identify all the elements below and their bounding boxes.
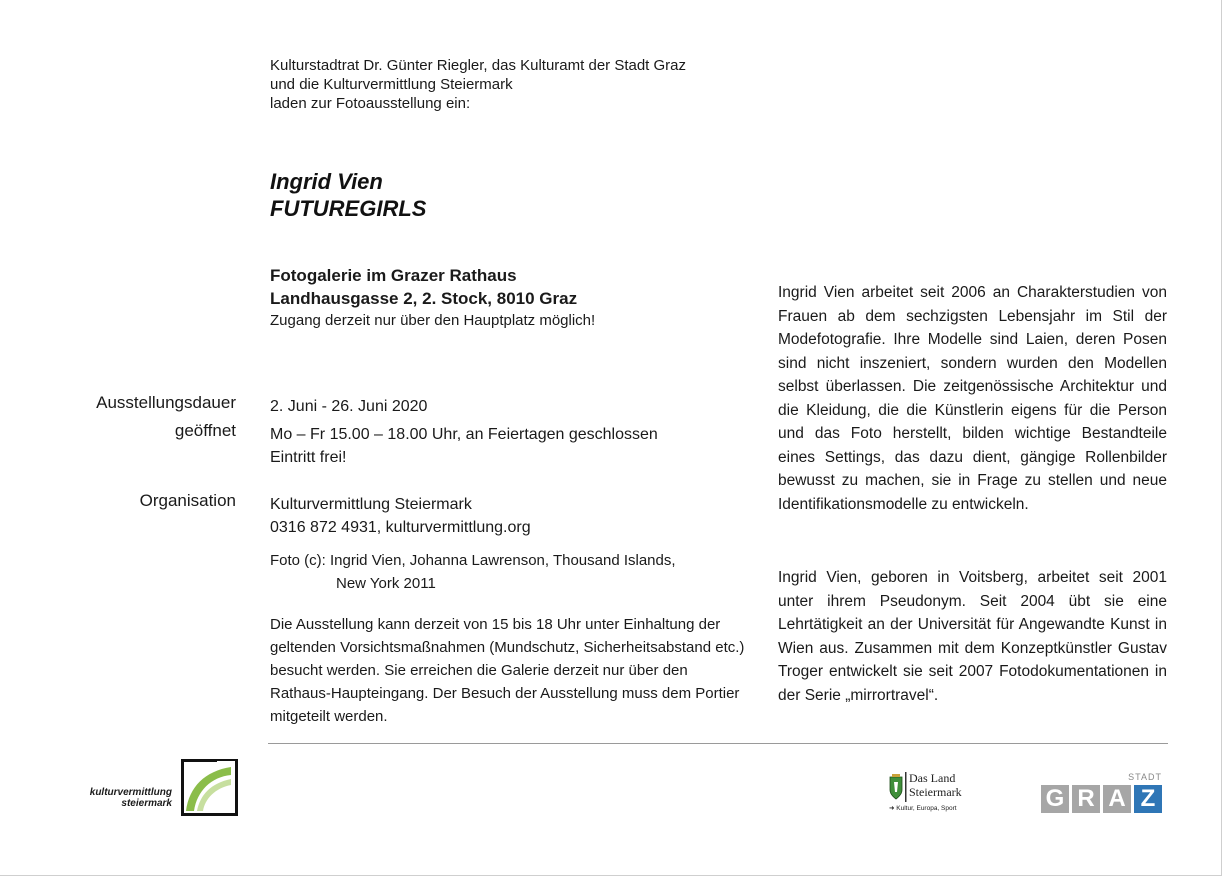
steiermark-logo-line: Das Land [909, 771, 956, 785]
photo-credit [270, 549, 740, 595]
venue-access-note: Zugang derzeit nur über den Hauptplatz möglich! [270, 312, 596, 329]
footer-divider [268, 743, 1168, 744]
intro-line: laden zur Fotoausstellung ein: [270, 95, 471, 112]
graz-logo-letters [1041, 785, 1162, 813]
kulturvermittlung-logo-icon [181, 759, 238, 816]
graz-logo-stadt: STADT [1128, 772, 1162, 782]
intro-line: und die Kulturvermittlung Steiermark [270, 76, 513, 93]
graz-logo-letter: Z [1134, 785, 1162, 813]
divider-bar-icon [905, 772, 907, 802]
stadt-graz-logo [1041, 772, 1165, 814]
kulturvermittlung-logo-line: kulturvermittlung [89, 787, 172, 798]
intro-line: Kulturstadtrat Dr. Günter Riegler, das Kulturamt der Stadt Graz [270, 57, 687, 74]
admission-note: Eintritt frei! [270, 449, 347, 466]
steiermark-logo-tagline: ➜ Kultur, Europa, Sport [889, 805, 957, 812]
kulturvermittlung-logo-line: steiermark [121, 798, 172, 809]
venue-address: Landhausgasse 2, 2. Stock, 8010 Graz [270, 289, 578, 308]
duration-label: Ausstellungsdauer [96, 393, 236, 412]
description-paragraph-2: Ingrid Vien, geboren in Voitsberg, arbeitet seit 2001 unter ihrem Pseudonym. Seit 2004 übt sie eine Lehrtätigkeit an der Universität für Angewandte Kunst in Wien aus. Zusammen mit dem Konzeptkünstler Gustav Troger entwickelt sie seit 2007 Fotodokumentationen in der Serie „mirrortravel“. [778, 569, 1167, 704]
graz-logo-letter: A [1103, 785, 1131, 813]
visit-note: Die Ausstellung kann derzeit von 15 bis 18 Uhr unter Einhaltung der geltenden Vorsichtsmaßnahmen (Mundschutz, Sicherheitsabstand etc.) besucht werden. Sie erreichen die Galerie derzeit nur über den Rathaus-Haupteingang. Der Besuch der Ausstellung muss dem Portier mitgeteilt werden. [270, 616, 745, 725]
duration-value: 2. Juni - 26. Juni 2020 [270, 398, 428, 415]
kulturvermittlung-logo-text [70, 787, 172, 809]
exhibition-title-block [270, 168, 426, 222]
invitation-intro [270, 56, 686, 113]
land-steiermark-logo [889, 772, 969, 818]
coat-of-arms-icon [889, 774, 903, 800]
steiermark-logo-line: Steiermark [909, 785, 962, 799]
graz-logo-letter: R [1072, 785, 1100, 813]
graz-logo-letter: G [1041, 785, 1069, 813]
opening-hours-label: geöffnet [174, 421, 236, 440]
organisation-label: Organisation [139, 491, 236, 510]
venue-name: Fotogalerie im Grazer Rathaus [270, 266, 517, 285]
exhibition-title: FUTUREGIRLS [270, 196, 427, 221]
credit-line: New York 2011 [336, 575, 436, 592]
organisation-name: Kulturvermittlung Steiermark [270, 496, 472, 513]
artist-name: Ingrid Vien [270, 169, 383, 194]
venue-block [270, 265, 595, 330]
credit-line: Foto (c): Ingrid Vien, Johanna Lawrenson, Thousand Islands, [270, 552, 676, 569]
organisation-contact: 0316 872 4931, kulturvermittlung.org [270, 519, 531, 536]
description-paragraph-1: Ingrid Vien arbeitet seit 2006 an Charakterstudien von Frauen ab dem sechzigsten Lebensjahr im Stil der Modefotografie. Ihre Modelle sind Laien, deren Posen sind nicht inszeniert, sondern wurden den Modellen selbst überlassen. Die zeitgenössische Architektur und die Kleidung, die die Künstlerin eigens für die Person und das Foto herstellt, bilden wichtige Bestandteile eines Settings, das dazu dient, gängige Rollenbilder bewusst zu machen, sie in Frage zu stellen und neue Identifikationsmodelle zu entwickeln. [778, 284, 1167, 513]
opening-hours-value: Mo – Fr 15.00 – 18.00 Uhr, an Feiertagen geschlossen [270, 426, 658, 443]
